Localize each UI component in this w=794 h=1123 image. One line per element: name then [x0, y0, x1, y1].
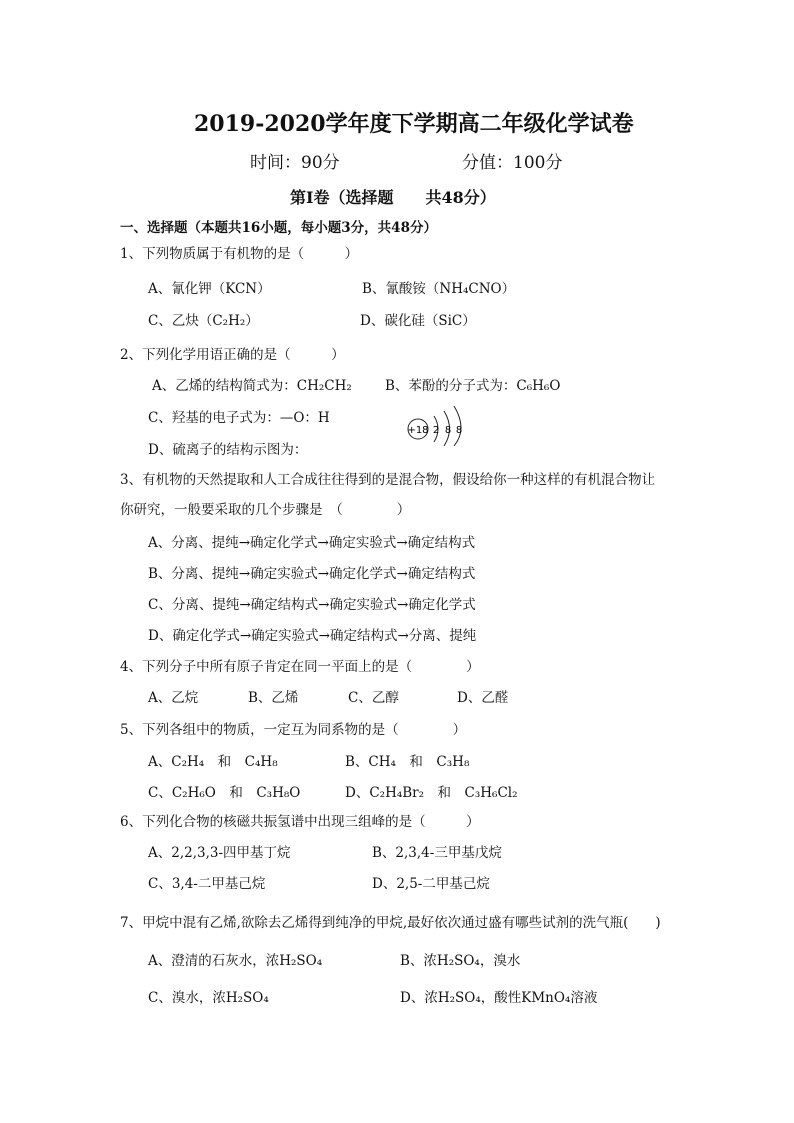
- q7-option-d: D、浓H₂SO₄，酸性KMnO₄溶液: [400, 990, 598, 1006]
- q1-option-c: C、乙炔（C₂H₂）: [148, 313, 259, 329]
- question-5-stem: 5、下列各组中的物质，一定互为同系物的是（ ）: [120, 722, 467, 738]
- q6-option-d: D、2,5-二甲基己烷: [372, 876, 490, 892]
- q7-option-a: A、澄清的石灰水，浓H₂SO₄: [148, 953, 323, 969]
- q6-option-b: B、2,3,4-三甲基戊烷: [372, 845, 502, 861]
- q2-option-d: D、硫离子的结构示图为：: [148, 442, 308, 458]
- q5-option-b: B、CH₄ 和 C₃H₈: [345, 754, 470, 770]
- question-6-stem: 6、下列化合物的核磁共振氢谱中出现三组峰的是（ ）: [120, 814, 480, 830]
- exam-score: 分值：100分: [462, 153, 563, 173]
- shell-2-count: 8: [444, 425, 452, 436]
- page-title: 2019-2020学年度下学期高二年级化学试卷: [194, 111, 634, 137]
- q5-option-c: C、C₂H₆O 和 C₃H₈O: [148, 785, 301, 801]
- q3-option-c: C、分离、提纯→确定结构式→确定实验式→确定化学式: [148, 597, 476, 613]
- q2-option-a: A、乙烯的结构简式为：CH₂CH₂: [152, 378, 352, 394]
- q4-option-d: D、乙醛: [457, 690, 509, 706]
- shell-1-count: 2: [432, 425, 440, 436]
- q7-option-c: C、溴水，浓H₂SO₄: [148, 990, 269, 1006]
- exam-time: 时间：90分: [250, 153, 340, 173]
- sulfide-ion-structure-diagram: [398, 402, 480, 446]
- q4-option-b: B、乙烯: [248, 690, 299, 706]
- q5-option-a: A、C₂H₄ 和 C₄H₈: [148, 754, 278, 770]
- q4-option-a: A、乙烷: [148, 690, 199, 706]
- q1-option-d: D、碳化硅（SiC）: [360, 313, 476, 329]
- shell-3-count: 8: [455, 425, 463, 436]
- question-3-stem-line1: 3、有机物的天然提取和人工合成往往得到的是混合物，假设给你一种这样的有机混合物让: [120, 472, 656, 488]
- q1-option-a: A、氰化钾（KCN）: [148, 281, 271, 297]
- section-heading: 一、选择题（本题共16小题，每小题3分，共48分）: [120, 220, 437, 236]
- q4-option-c: C、乙醇: [348, 690, 399, 706]
- q6-option-a: A、2,2,3,3-四甲基丁烷: [148, 845, 291, 861]
- volume-title: 第Ⅰ卷（选择题 共48分）: [290, 188, 496, 207]
- q2-option-c: C、羟基的电子式为：—O：H: [148, 410, 330, 426]
- q2-option-b: B、苯酚的分子式为：C₆H₆O: [385, 378, 561, 394]
- q7-option-b: B、浓H₂SO₄，溴水: [400, 953, 521, 969]
- q6-option-c: C、3,4-二甲基己烷: [148, 876, 266, 892]
- nucleus-charge: +18: [407, 425, 429, 436]
- q3-option-b: B、分离、提纯→确定实验式→确定化学式→确定结构式: [148, 566, 476, 582]
- question-1-stem: 1、下列物质属于有机物的是（ ）: [120, 246, 359, 262]
- q1-option-b: B、氰酸铵（NH₄CNO）: [362, 281, 516, 297]
- question-4-stem: 4、下列分子中所有原子肯定在同一平面上的是（ ）: [120, 659, 480, 675]
- q3-option-d: D、确定化学式→确定实验式→确定结构式→分离、提纯: [148, 628, 477, 644]
- q5-option-d: D、C₂H₄Br₂ 和 C₃H₆Cl₂: [345, 785, 518, 801]
- q3-option-a: A、分离、提纯→确定化学式→确定实验式→确定结构式: [148, 535, 476, 551]
- question-7-stem: 7、甲烷中混有乙烯,欲除去乙烯得到纯净的甲烷,最好依次通过盛有哪些试剂的洗气瓶( ): [120, 915, 661, 931]
- question-3-stem-line2: 你研究，一般要采取的几个步骤是 （ ）: [120, 502, 411, 518]
- question-2-stem: 2、下列化学用语正确的是（ ）: [120, 347, 345, 363]
